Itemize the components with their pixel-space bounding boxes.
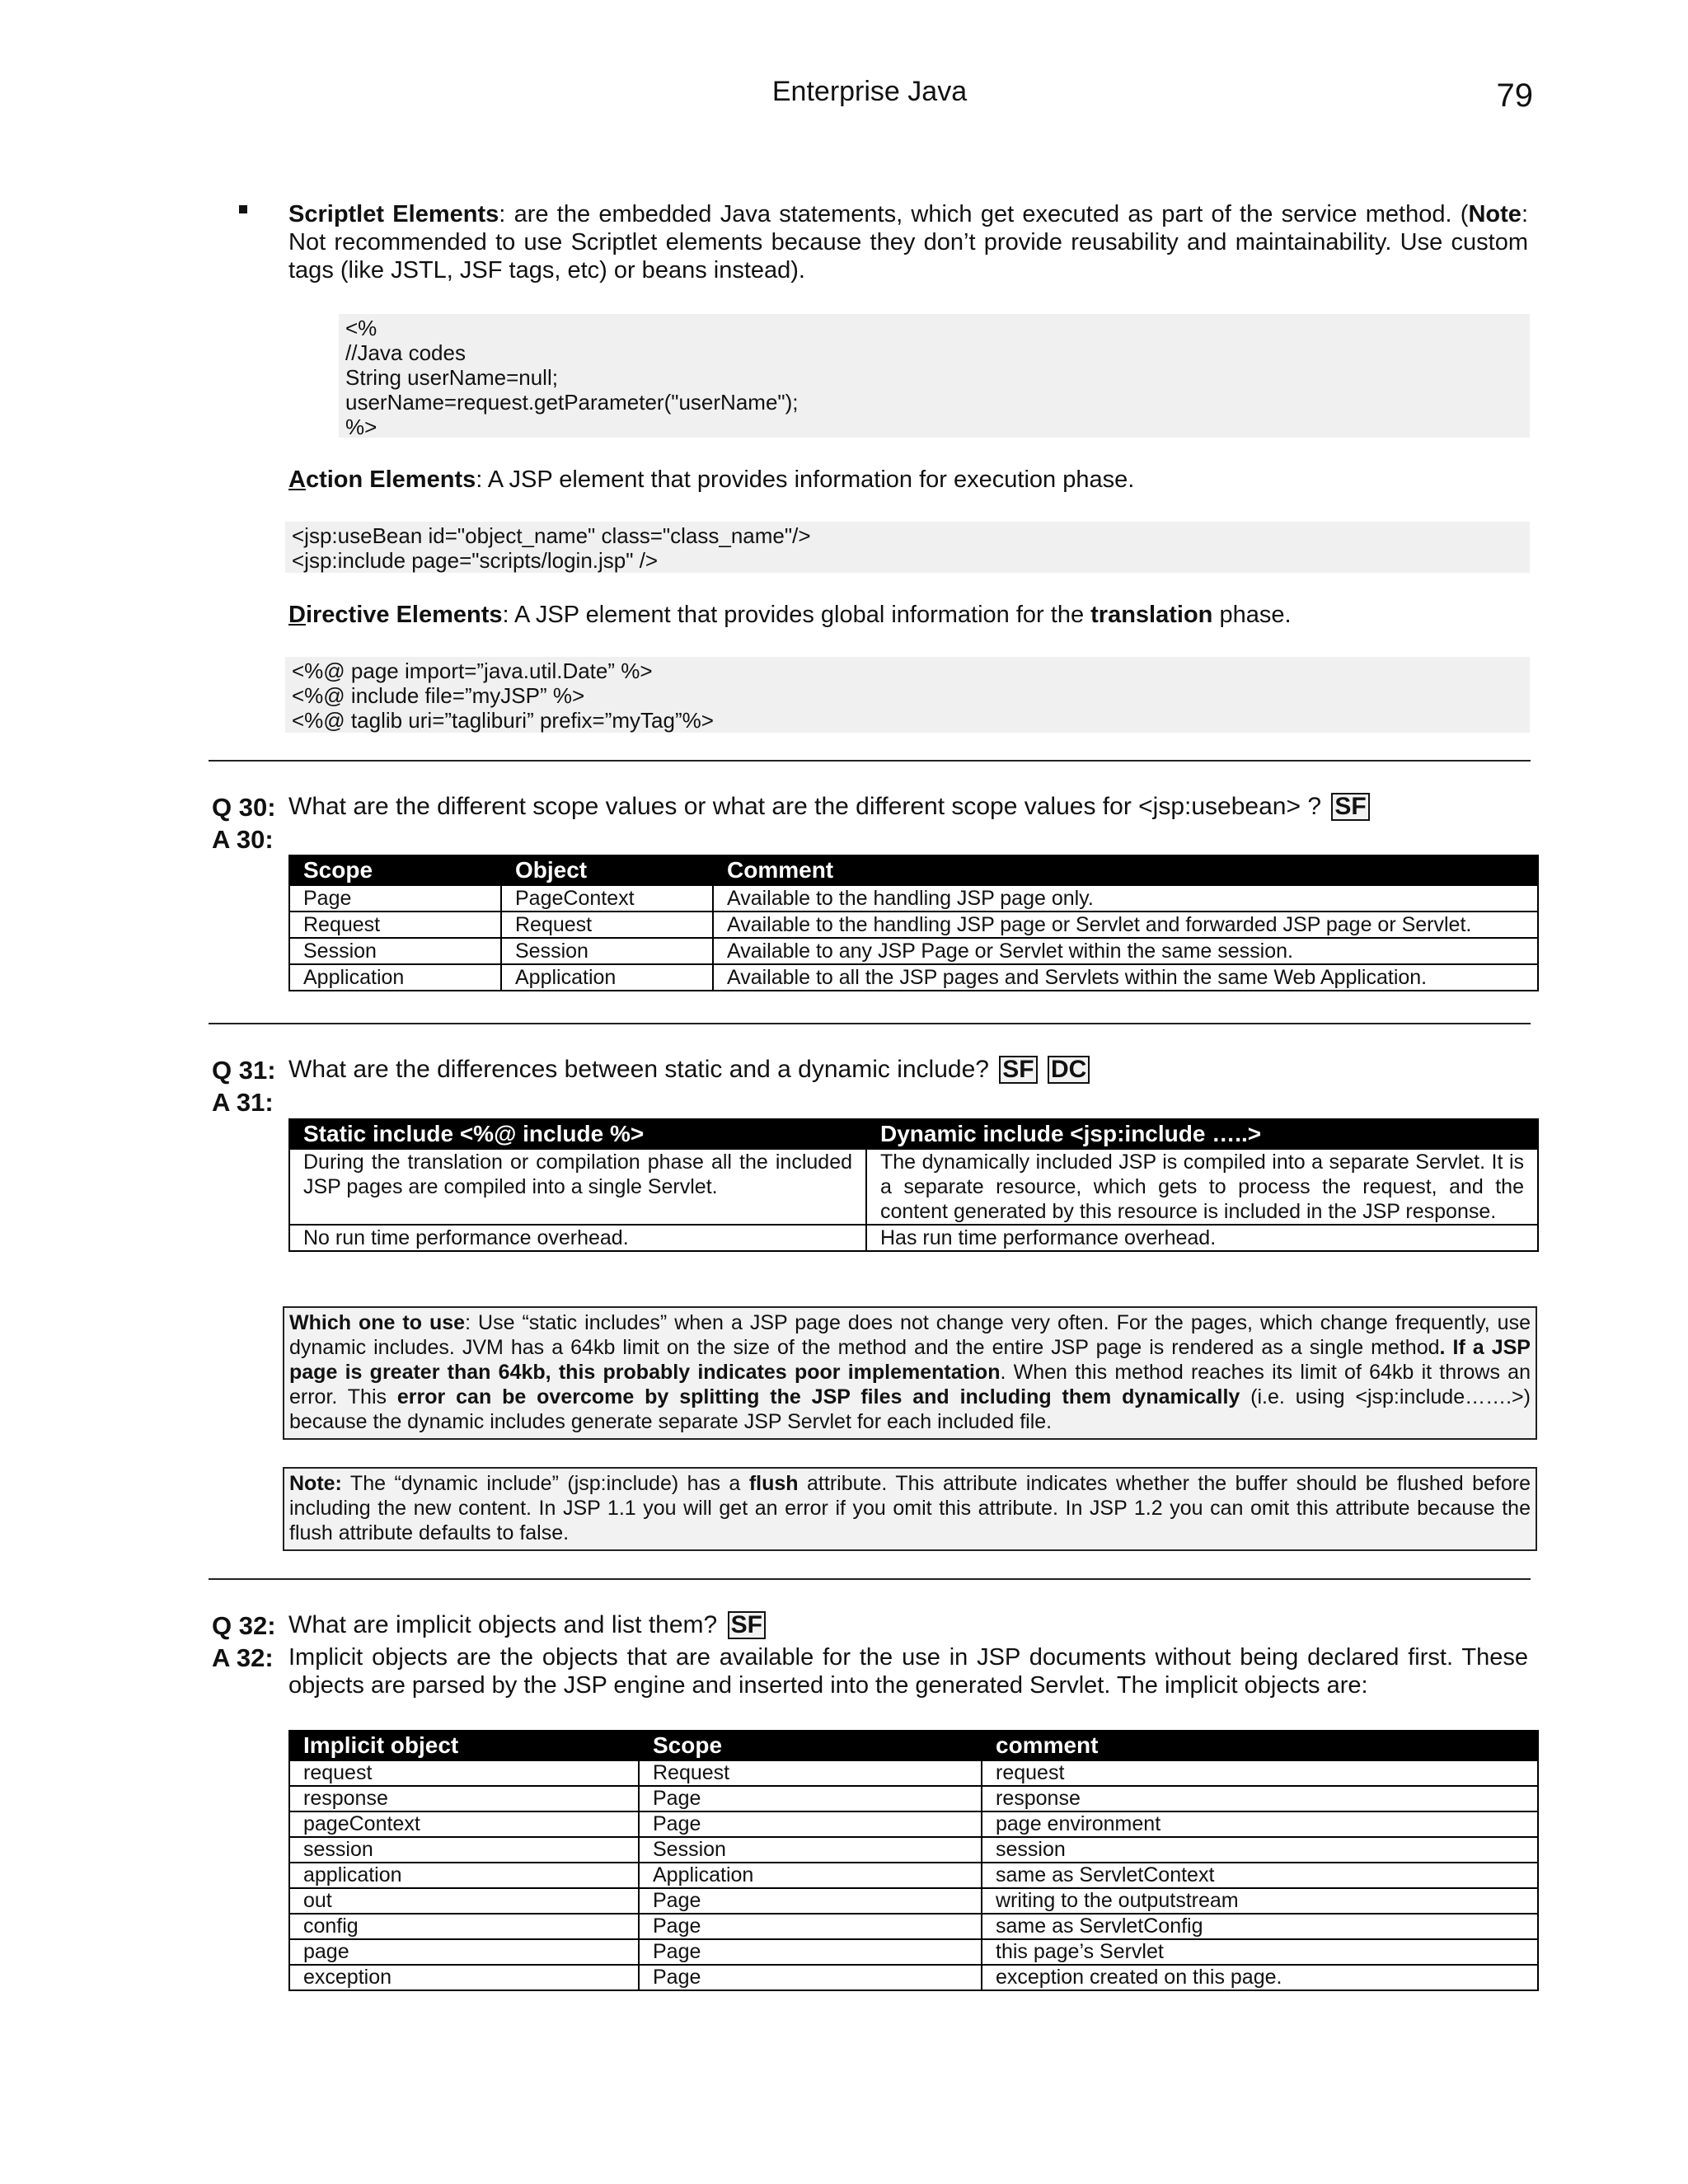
table-row [289,1965,1538,1990]
scriptlet-paragraph: Scriptlet Elements: are the embedded Java statements, which get executed as part of the service method. (Note: Not recommended to use Scriptlet elements because they don’t provide reusability and maintainability. Use custom tags (like JSTL, JSF tags, etc) or beans instead). [288,200,1528,284]
directive-code-block: <%@ page import=”java.util.Date” %> <%@ include file=”myJSP” %> <%@ taglib uri=”tagliburi” prefix=”myTag”%> [285,657,1530,733]
table-cell: Available to the handling JSP page or Servlet and forwarded JSP page or Servlet. [713,912,1538,938]
tag-badge: SF [999,1056,1037,1084]
table-row [289,1914,1538,1939]
table-cell: Page [639,1914,982,1939]
table-row [289,1888,1538,1914]
table-header-cell: Comment [713,855,1538,885]
table-row [289,1837,1538,1863]
square-bullet-icon [239,205,247,213]
directive-elements-paragraph: Directive Elements: A JSP element that provides global information for the translation phase. [288,602,1292,628]
question-text: What are implicit objects and list them? SF [288,1611,766,1639]
table-cell: page environment [982,1811,1538,1837]
table-row [289,1863,1538,1888]
table-cell: exception created on this page. [982,1965,1538,1990]
question-label: Q 31: [212,1056,276,1085]
tag-badge: SF [728,1611,766,1639]
question-label: Q 32: [212,1611,276,1640]
table-cell: exception [289,1965,639,1990]
section-divider [209,1578,1531,1580]
table-row [289,1939,1538,1965]
answer-label: A 32: [212,1643,274,1672]
running-header-title: Enterprise Java [771,76,968,107]
table-row [289,885,1538,912]
table-cell: same as ServletContext [982,1863,1538,1888]
table-cell: Session [501,938,713,964]
table-header-cell: Implicit object [289,1731,639,1760]
table-cell: config [289,1914,639,1939]
table-header-cell: Scope [639,1731,982,1760]
table-cell: Available to any JSP Page or Servlet within the same session. [713,938,1538,964]
question-text: What are the different scope values or what are the different scope values for <jsp:usebean> ? SF [288,793,1370,821]
answer-text: Implicit objects are the objects that are available for the use in JSP documents without being declared first. These objects are parsed by the JSP engine and inserted into the generated Servlet. The implicit objects are: [288,1644,1528,1699]
table-cell: Application [501,964,713,991]
table-cell: page [289,1939,639,1965]
table-cell: response [982,1786,1538,1811]
table-cell: request [289,1760,639,1786]
implicit-objects-table [288,1730,1539,1991]
table-row [289,1786,1538,1811]
table-header-row [289,1731,1538,1760]
table-row [289,1811,1538,1837]
table-cell: request [982,1760,1538,1786]
table-cell: out [289,1888,639,1914]
table-header-cell: Scope [289,855,501,885]
table-header-cell: Static include <%@ include %> [289,1119,866,1149]
table-cell: Available to all the JSP pages and Servlets within the same Web Application. [713,964,1538,991]
table-cell: Application [289,964,501,991]
table-cell: Available to the handling JSP page only. [713,885,1538,912]
table-cell: Request [289,912,501,938]
table-cell: PageContext [501,885,713,912]
action-elements-paragraph: Action Elements: A JSP element that provides information for execution phase. [288,466,1135,493]
table-cell: No run time performance overhead. [289,1225,866,1251]
table-header-row [289,855,1538,885]
tag-badge: DC [1048,1056,1090,1084]
answer-label: A 31: [212,1088,274,1117]
scriptlet-term: Scriptlet Elements [288,201,499,227]
table-cell: Page [639,1965,982,1990]
tag-badge: SF [1331,793,1369,821]
table-cell: session [289,1837,639,1863]
table-cell: Request [639,1760,982,1786]
table-cell: Page [639,1786,982,1811]
table-row [289,1149,1538,1225]
table-cell: this page’s Servlet [982,1939,1538,1965]
table-cell: Page [289,885,501,912]
table-header-cell: Dynamic include <jsp:include …..> [866,1119,1538,1149]
table-cell: session [982,1837,1538,1863]
table-row [289,964,1538,991]
table-cell: same as ServletConfig [982,1914,1538,1939]
question-label: Q 30: [212,793,276,822]
table-header-cell: comment [982,1731,1538,1760]
table-cell: application [289,1863,639,1888]
table-row [289,1225,1538,1251]
table-row [289,1760,1538,1786]
table-cell: Has run time performance overhead. [866,1225,1538,1251]
table-cell: Page [639,1811,982,1837]
scriptlet-code-block: <% //Java codes String userName=null; userName=request.getParameter("userName"); %> [339,314,1530,438]
table-cell: Session [289,938,501,964]
include-comparison-table [288,1118,1539,1252]
table-cell: writing to the outputstream [982,1888,1538,1914]
section-divider [209,760,1531,762]
table-cell: The dynamically included JSP is compiled into a separate Servlet. It is a separate resource, which gets to process the request, and the content generated by this resource is included in the JSP response. [866,1149,1538,1225]
scope-table [288,855,1539,991]
table-cell: Session [639,1837,982,1863]
answer-label: A 30: [212,825,274,854]
table-cell: During the translation or compilation phase all the included JSP pages are compiled into a single Servlet. [289,1149,866,1225]
table-row [289,938,1538,964]
table-cell: Application [639,1863,982,1888]
action-code-block: <jsp:useBean id="object_name" class="class_name"/> <jsp:include page="scripts/login.jsp" /> [285,522,1530,573]
section-divider [209,1023,1531,1024]
flush-note-box: Note: The “dynamic include” (jsp:include) has a flush attribute. This attribute indicates whether the buffer should be flushed before including the new content. In JSP 1.1 you will get an error if you omit this attribute. In JSP 1.2 you can omit this attribute because the flush attribute defaults to false. [283,1467,1537,1551]
question-text: What are the differences between static and a dynamic include? SF DC [288,1056,1090,1084]
which-one-to-use-box: Which one to use: Use “static includes” when a JSP page does not change very often. For the pages, which change frequently, use dynamic includes. JVM has a 64kb limit on the size of the method and the entire JSP page is rendered as a single method. If a JSP page is greater than 64kb, this probably indicates poor implementation. When this method reaches its limit of 64kb it throws an error. This error can be overcome by splitting the JSP files and including them dynamically (i.e. using <jsp:include…….>) because the dynamic includes generate separate JSP Servlet for each included file. [283,1306,1537,1440]
table-cell: response [289,1786,639,1811]
table-cell: Page [639,1888,982,1914]
table-cell: pageContext [289,1811,639,1837]
table-header-cell: Object [501,855,713,885]
table-cell: Request [501,912,713,938]
page-number: 79 [1496,77,1533,114]
note-label: Note [1468,201,1522,227]
table-row [289,912,1538,938]
table-cell: Page [639,1939,982,1965]
table-header-row [289,1119,1538,1149]
